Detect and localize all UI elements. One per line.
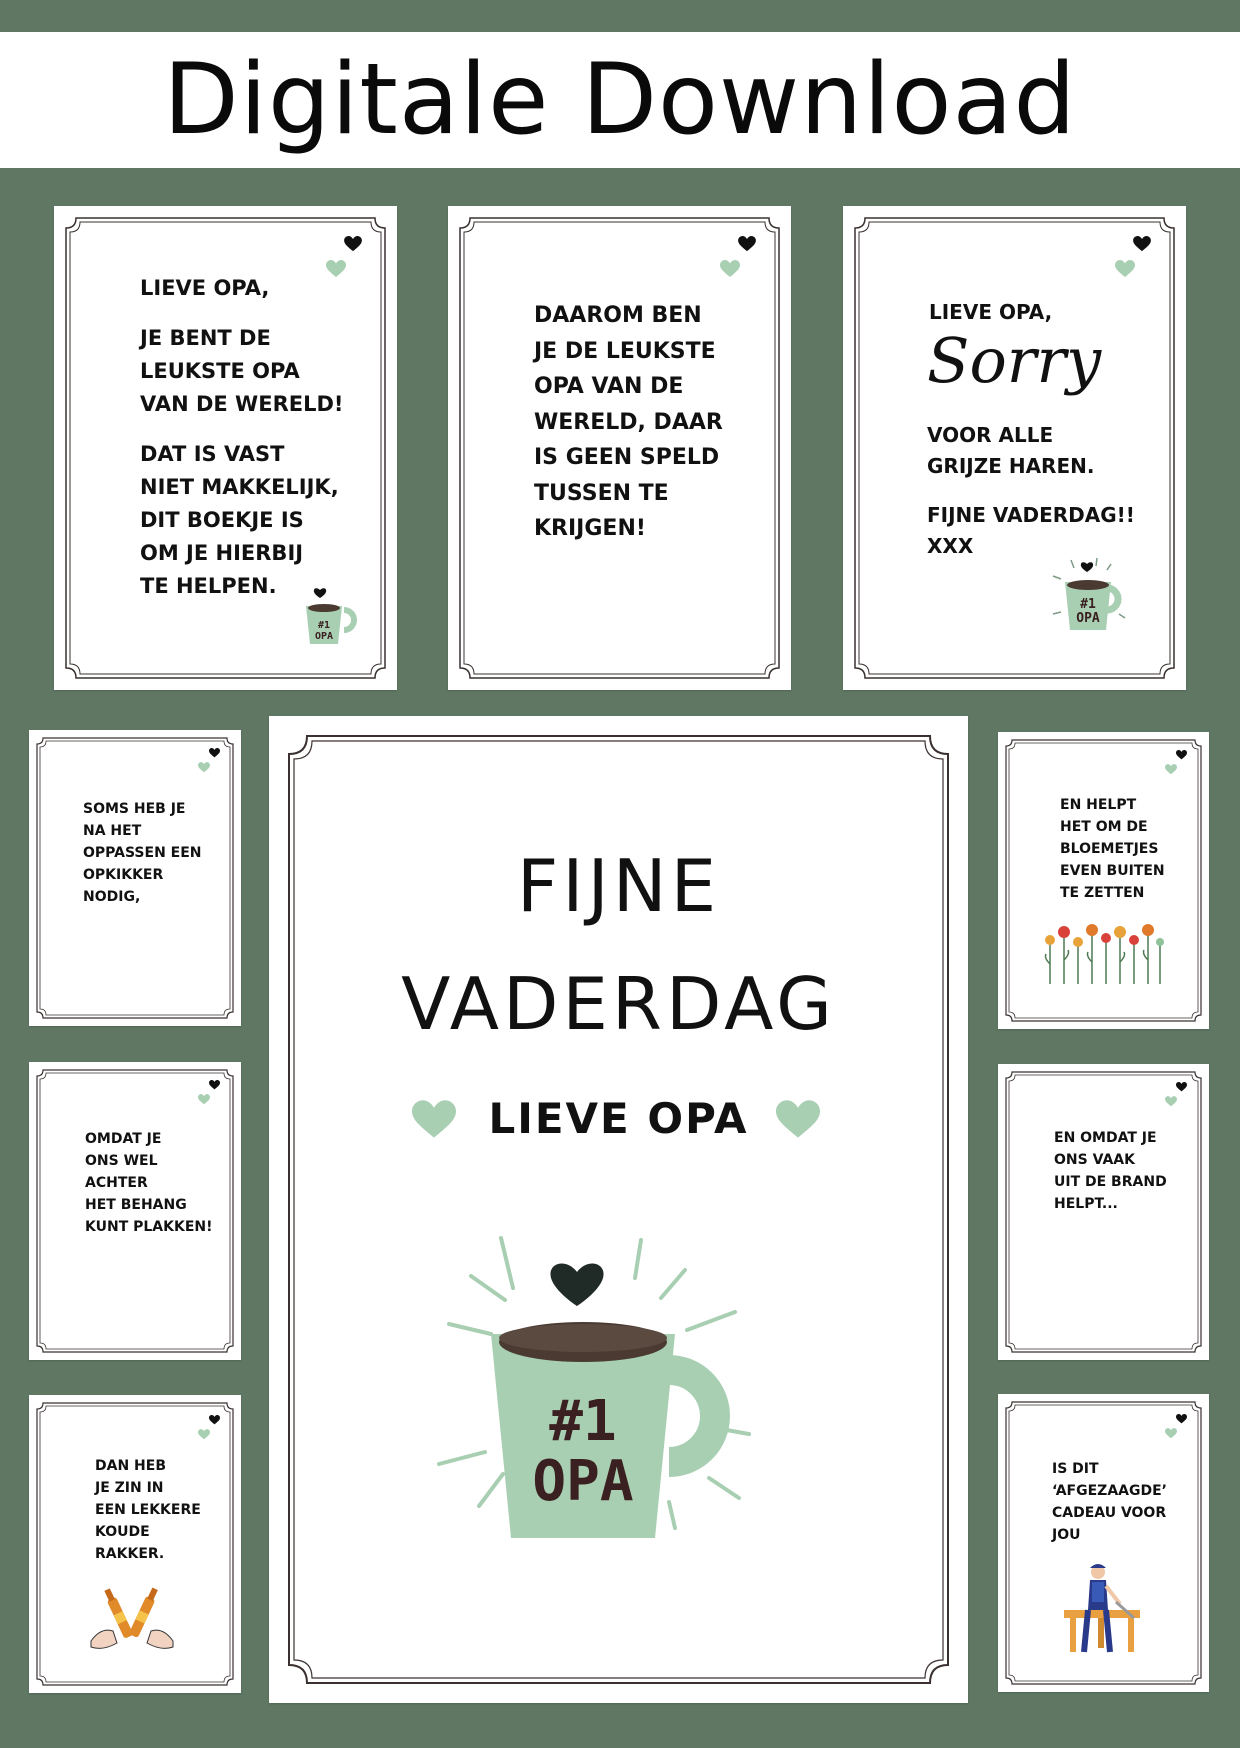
heart-black-icon xyxy=(209,748,220,758)
card-text xyxy=(927,420,1135,562)
svg-text:OPA: OPA xyxy=(1076,611,1100,626)
beer-toast-icon xyxy=(87,1581,177,1653)
card-right-1 xyxy=(998,732,1209,1029)
card-greeting: LIEVE OPA, xyxy=(929,300,1053,324)
card-left-3 xyxy=(29,1395,241,1693)
card-text: OMDAT JE ONS WEL ACHTER HET BEHANG KUNT PLAKKEN! xyxy=(85,1131,213,1235)
card-right-2 xyxy=(998,1064,1209,1360)
text-block-3: DAT IS VAST NIET MAKKELIJK, DIT BOEKJE IS OM JE HIERBIJ TE HELPEN. xyxy=(140,442,339,598)
heart-mint-icon xyxy=(1115,260,1135,278)
card-text: IS DIT ‘AFGEZAAGDE’ CADEAU VOOR JOU xyxy=(1052,1461,1167,1543)
svg-text:#1: #1 xyxy=(549,1389,617,1454)
card-text: SOMS HEB JE NA HET OPPASSEN EEN OPKIKKER NODIG, xyxy=(83,801,202,905)
text-block-3: FIJNE VADERDAG!! XXX xyxy=(927,503,1135,558)
text-block-2: JE BENT DE LEUKSTE OPA VAN DE WERELD! xyxy=(140,326,344,416)
card-left-2 xyxy=(29,1062,241,1360)
heart-black-icon xyxy=(738,236,756,252)
heart-black-icon xyxy=(1176,750,1187,760)
heart-black-icon xyxy=(209,1415,220,1425)
text-block-1: LIEVE OPA, xyxy=(140,276,270,300)
heart-mint-icon xyxy=(1165,1096,1177,1107)
card-center xyxy=(269,716,968,1703)
center-title-line-2: VADERDAG xyxy=(401,962,836,1046)
card-text: EN HELPT HET OM DE BLOEMETJES EVEN BUITEN TE ZETTEN xyxy=(1060,797,1165,901)
page-title: Digitale Download xyxy=(163,43,1077,157)
card-top-2 xyxy=(448,206,791,690)
card-right-3 xyxy=(998,1394,1209,1692)
header-banner xyxy=(0,32,1240,168)
heart-mint-icon xyxy=(198,1429,210,1440)
center-subtitle: LIEVE OPA xyxy=(488,1094,749,1143)
card-top-1 xyxy=(54,206,397,690)
heart-black-icon xyxy=(344,236,362,252)
card-text: EN OMDAT JE ONS VAAK UIT DE BRAND HELPT... xyxy=(1054,1130,1167,1212)
flowers-icon xyxy=(1042,920,1166,986)
heart-black-icon xyxy=(1133,236,1151,252)
text-block-2: VOOR ALLE GRIJZE HAREN. xyxy=(927,423,1095,478)
heart-mint-icon xyxy=(720,260,740,278)
mug-icon xyxy=(296,586,362,648)
card-text: DAN HEB JE ZIN IN EEN LEKKERE KOUDE RAKKER. xyxy=(95,1458,201,1562)
card-left-1 xyxy=(29,730,241,1026)
heart-black-icon xyxy=(1176,1082,1187,1092)
center-title-line-1: FIJNE xyxy=(516,844,721,928)
svg-text:#1: #1 xyxy=(317,620,331,631)
card-text: DAAROM BEN JE DE LEUKSTE OPA VAN DE WERELD, DAAR IS GEEN SPELD TUSSEN TE KRIJGEN! xyxy=(534,303,723,541)
heart-mint-icon xyxy=(198,1094,210,1105)
mug-icon xyxy=(1049,554,1135,636)
card-text xyxy=(140,272,343,603)
heart-mint-icon xyxy=(1165,764,1177,775)
svg-text:#1: #1 xyxy=(1080,597,1096,612)
heart-mint-icon xyxy=(198,762,210,773)
heart-mint-icon xyxy=(1165,1428,1177,1439)
script-word: Sorry xyxy=(927,324,1102,397)
heart-mint-right-icon xyxy=(776,1100,820,1140)
svg-text:OPA: OPA xyxy=(314,631,334,642)
svg-text:OPA: OPA xyxy=(532,1449,634,1514)
mug-large-icon xyxy=(429,1234,793,1554)
heart-black-icon xyxy=(209,1080,220,1090)
card-top-3 xyxy=(843,206,1186,690)
carpenter-icon xyxy=(1060,1560,1144,1656)
heart-black-icon xyxy=(1176,1414,1187,1424)
